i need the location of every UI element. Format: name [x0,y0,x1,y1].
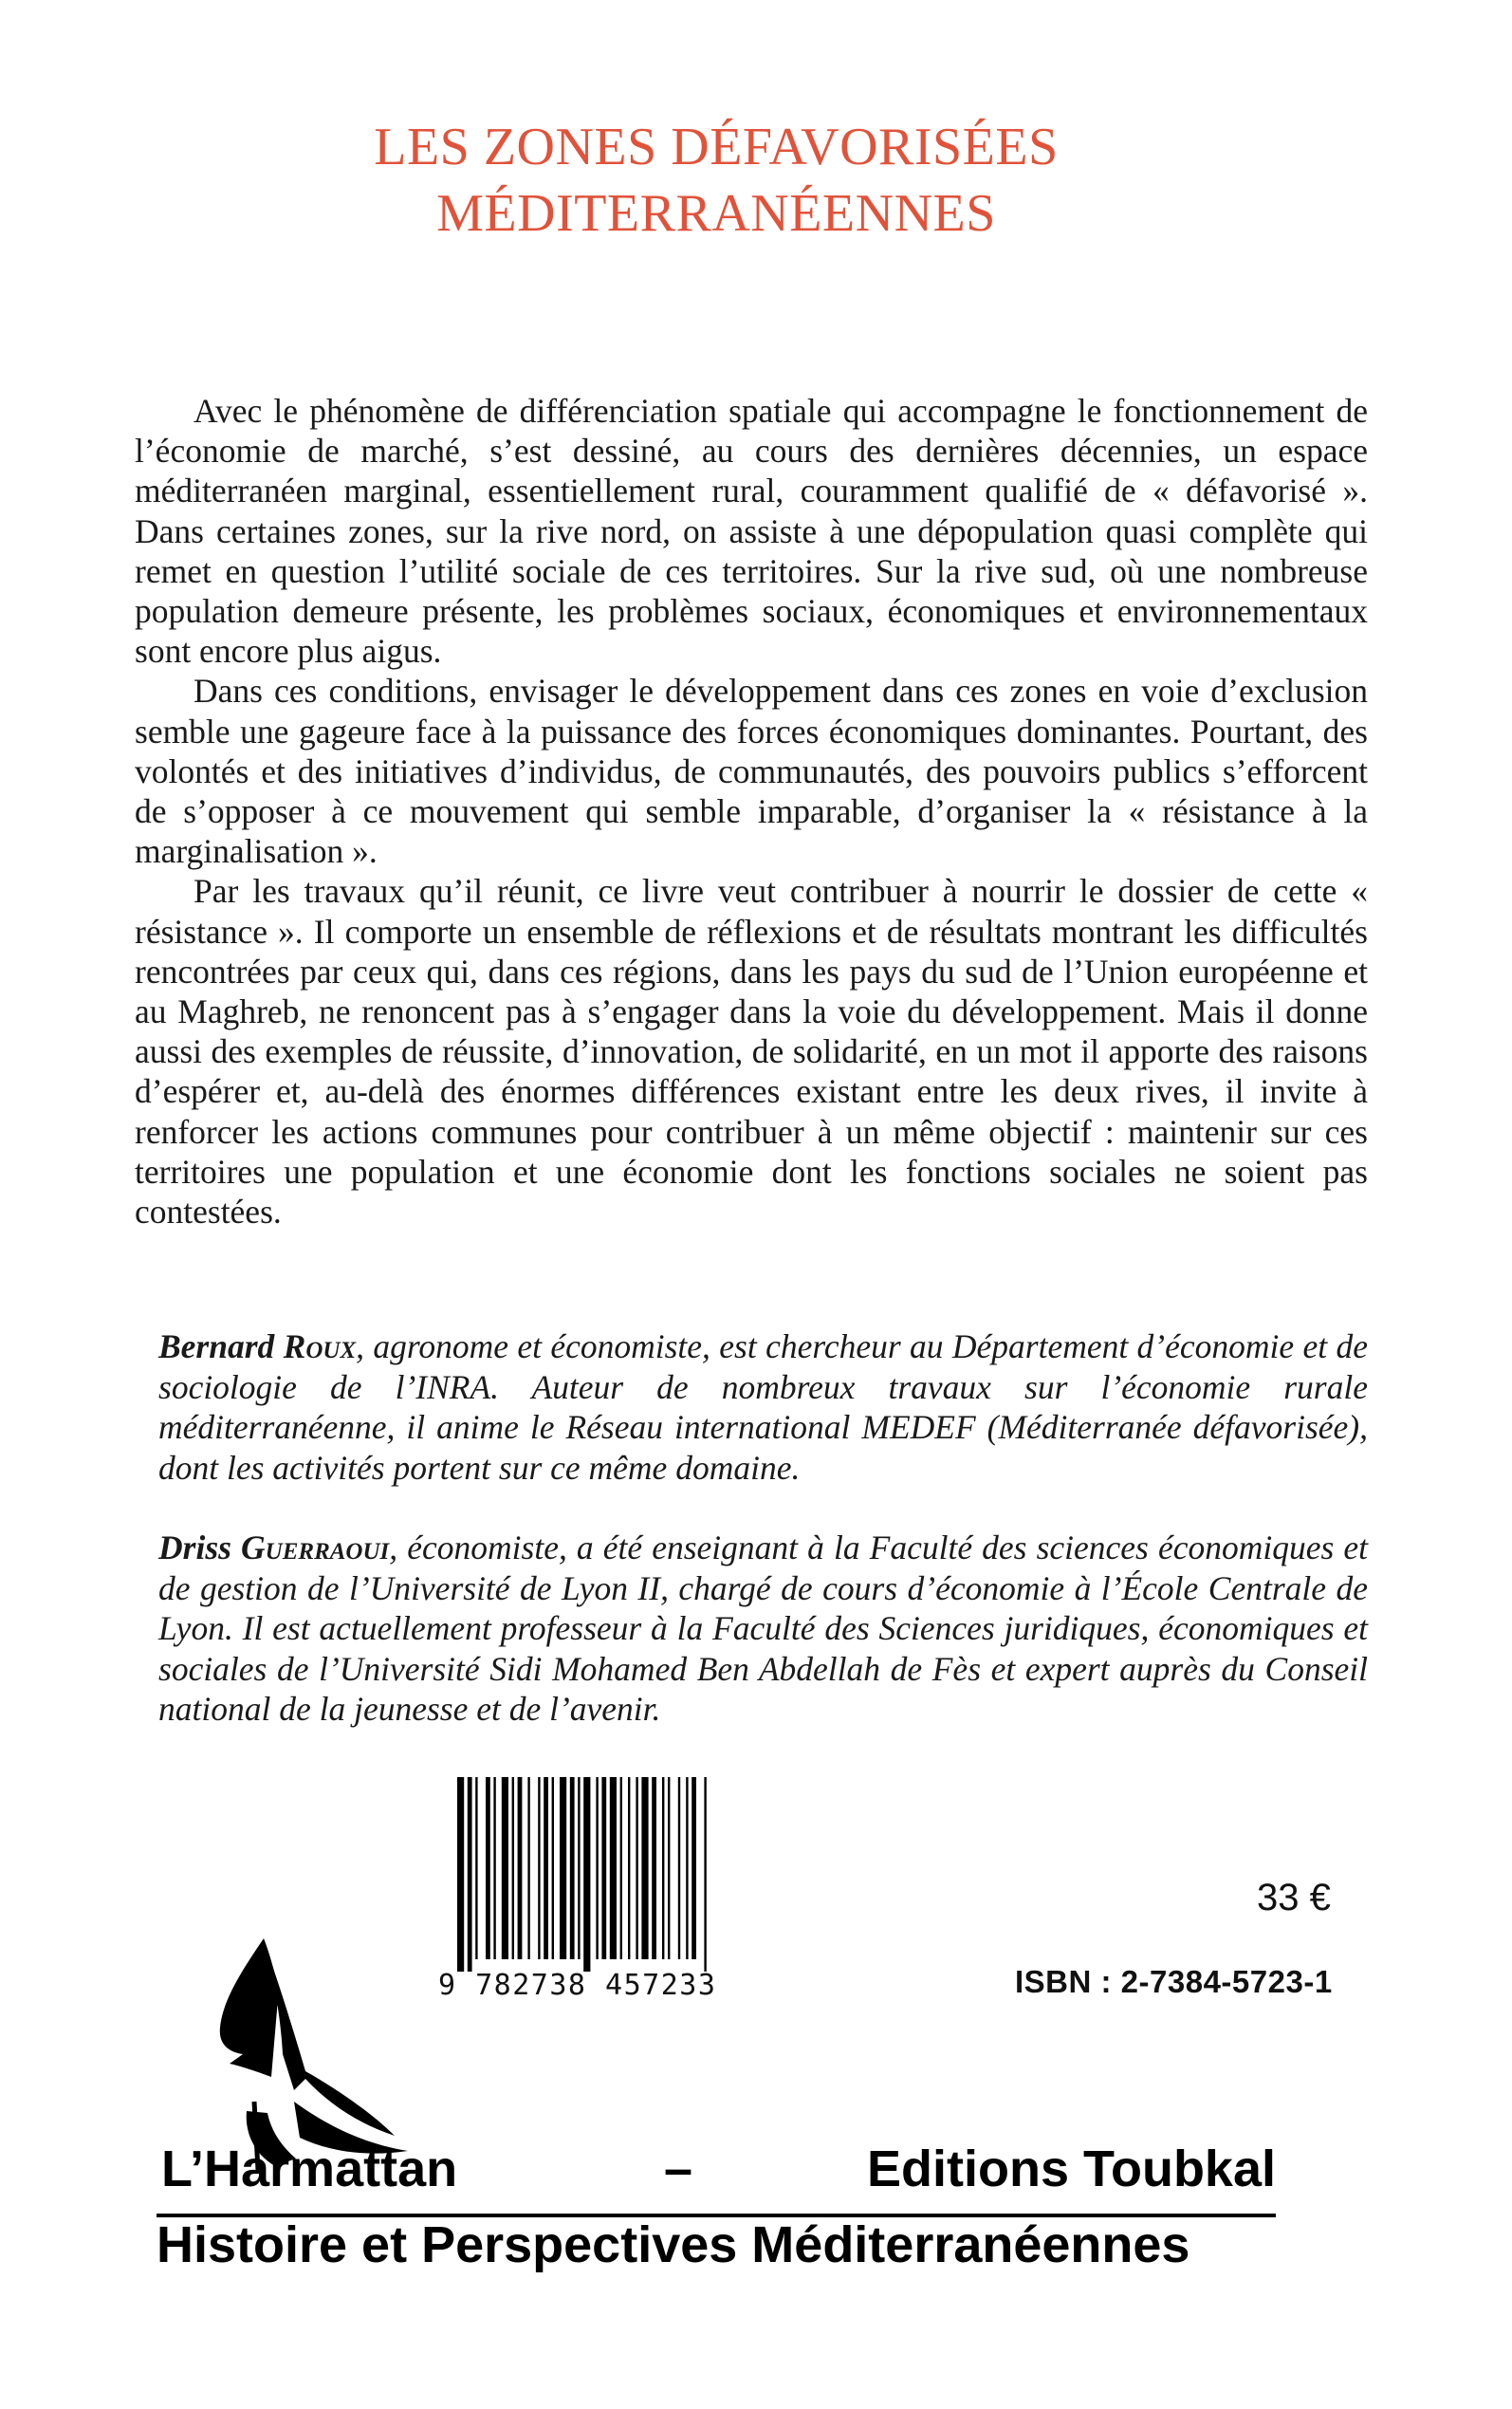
author-last-name: Guerraoui [241,1529,390,1566]
book-title-line-2: MÉDITERRANÉENNES [436,184,996,243]
book-title-line-1: LES ZONES DÉFAVORISÉES [374,118,1059,176]
barcode-number: 9 782738 457233 [438,1969,717,2002]
author-bio-text: , économiste, a été enseignant à la Faculté des sciences économiques et de gestion de l’Université de Lyon II, chargé de cours d’économie à l’École Centrale de Lyon. Il est actuellement professeur à la Faculté des Sciences juridiques, économiques et sociales de l’Université Sidi Mohamed Ben Abdellah de Fès et expert auprès du Conseil national de la jeunesse et de l’avenir. [158,1529,1368,1728]
summary-paragraph-1: Avec le phénomène de différenciation spatiale qui accompagne le fonctionnement de l’économie de marché, s’est dessiné, au cours des dernières décennies, un espace méditerranéen marginal, essentiellement rural, couramment qualifié de « défavorisé ». Dans certaines zones, sur la rive nord, on assiste à une dépopulation quasi complète qui remet en question l’utilité sociale de ces territoires. Sur la rive sud, où une nombreuse population demeure présente, les problèmes sociaux, économiques et environnementaux sont encore plus aigus. [135,392,1368,671]
isbn: ISBN : 2-7384-5723-1 [1015,1964,1333,1999]
author-bio-guerraoui [158,1528,1368,1730]
author-first-name: Driss [158,1529,231,1566]
barcode-icon [453,1777,770,1972]
book-title [0,114,1432,247]
author-bio-text: , agronome et économiste, est chercheur au Département d’économie et de sociologie de l’INRA. Auteur de nombreux travaux sur l’économie rurale méditerranéenne, il anime le Réseau international MEDEF (Méditerranée défavorisée), dont les activités portent sur ce même domaine. [158,1327,1368,1487]
publisher-dash: – [664,2140,693,2197]
author-bio-roux [158,1326,1368,1488]
publisher-harmattan: L’Harmattan [161,2140,458,2197]
publisher-line [161,2140,1276,2206]
publisher-toubkal: Editions Toubkal [867,2140,1276,2197]
price: 33 € [1257,1877,1331,1918]
author-last-name: Roux [283,1327,357,1365]
back-cover-summary [135,391,1368,1232]
series-title: Histoire et Perspectives Méditerranéennes [157,2216,1190,2273]
summary-paragraph-2: Dans ces conditions, envisager le développement dans ces zones en voie d’exclusion semble une gageure face à la puissance des forces économiques dominantes. Pourtant, des volontés et des initiatives d’individus, de communautés, des pouvoirs publics s’efforcent de s’opposer à ce mouvement qui semble imparable, d’organiser la « résistance à la marginalisation ». [135,672,1368,871]
summary-paragraph-3: Par les travaux qu’il réunit, ce livre veut contribuer à nourrir le dossier de cette « résistance ». Il comporte un ensemble de réflexions et de résultats montrant les difficultés rencontrées par ceux qui, dans ces régions, dans les pays du sud de l’Union européenne et au Maghreb, ne renoncent pas à s’engager dans la voie du développement. Mais il donne aussi des exemples de réussite, d’innovation, de solidarité, en un mot il apporte des raisons d’espérer et, au-delà des énormes différences existant entre les deux rives, il invite à renforcer les actions communes pour contribuer à un même objectif : maintenir sur ces territoires une population et une économie dont les fonctions sociales ne soient pas contestées. [135,872,1368,1232]
author-first-name: Bernard [158,1327,275,1365]
